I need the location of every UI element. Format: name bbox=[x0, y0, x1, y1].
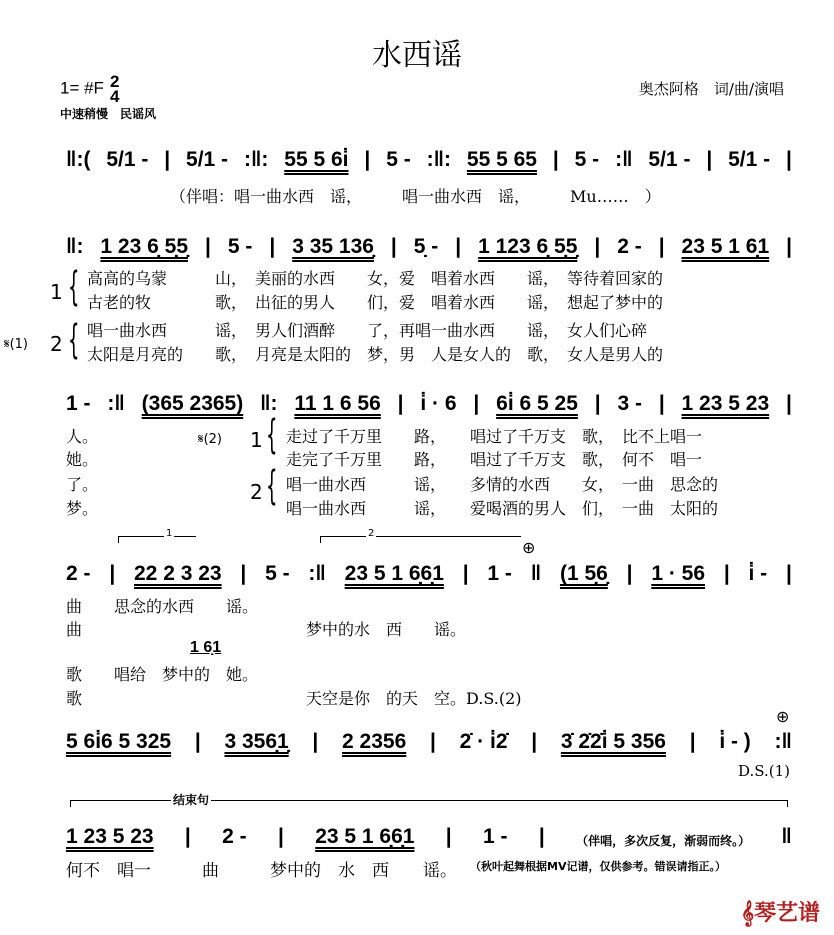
barline: | bbox=[706, 148, 713, 171]
barline: | bbox=[204, 235, 211, 258]
barline: | bbox=[658, 235, 665, 258]
segno-mark: 𝄋(1) bbox=[4, 337, 29, 352]
logo-icon: 𝄞 bbox=[740, 901, 754, 926]
measure: 55 5 6i̇ bbox=[284, 148, 349, 171]
barline: | bbox=[164, 148, 171, 171]
lyric-line: 人。 bbox=[66, 427, 99, 446]
measure: 2 - bbox=[617, 235, 642, 258]
barline: | bbox=[594, 235, 601, 258]
barline: | bbox=[689, 730, 696, 753]
lyric-line: 了。 bbox=[66, 475, 99, 494]
barline: | bbox=[430, 730, 436, 753]
lyric-line: 歌 天空是你 的天 空。D.S.(2) bbox=[66, 689, 522, 708]
barline: :‖ bbox=[615, 148, 633, 171]
barline: ‖: bbox=[260, 392, 278, 415]
measure: 1 23 5 23 bbox=[681, 392, 770, 415]
measure: 5/1 - bbox=[186, 148, 229, 171]
verse-number: 2 bbox=[250, 480, 263, 504]
key-signature bbox=[60, 74, 119, 104]
measure: 5 6i̇6 5 325 bbox=[66, 730, 172, 753]
barline: | bbox=[473, 392, 480, 415]
barline: :‖ bbox=[107, 392, 125, 415]
lyric-line: 唱一曲水西 谣， 多情的水西 女， 一曲 思念的 bbox=[286, 475, 719, 494]
barline: | bbox=[277, 825, 284, 848]
barline: :‖ bbox=[774, 730, 792, 753]
measure: 5 - bbox=[265, 562, 290, 585]
measure: 1 - bbox=[483, 825, 508, 848]
measure: 1 23 5 23 bbox=[66, 825, 154, 848]
song-title: 水西谣 bbox=[372, 38, 462, 73]
lyric-line: 曲 思念的水西 谣。 bbox=[66, 597, 259, 616]
credit: 奥杰阿格 词/曲/演唱 bbox=[638, 80, 784, 98]
verse-number: 1 bbox=[250, 428, 263, 452]
tempo-marking: 中速稍慢 民谣风 bbox=[60, 107, 157, 121]
measure: 1 23 6̣ 5̣5̣ bbox=[100, 235, 189, 258]
music-row bbox=[66, 225, 792, 259]
transcriber-note: （秋叶起舞根据MV记谱，仅供参考。错误请指正。） bbox=[470, 860, 726, 873]
barline: :‖: bbox=[426, 148, 452, 171]
lyric-line: （伴唱：唱一曲水西 谣， 唱一曲水西 谣， Mu…… ） bbox=[170, 187, 661, 206]
music-row bbox=[66, 382, 792, 416]
barline: :‖: bbox=[243, 148, 269, 171]
measure: (1 5̣6̣ bbox=[559, 562, 608, 585]
measure: 2̇ · i̇2̇ bbox=[459, 730, 508, 753]
brace: { bbox=[68, 317, 80, 363]
coda-mark: ⊕ bbox=[776, 707, 790, 726]
segno-mark: 𝄋(2) bbox=[198, 432, 223, 447]
lyric-line: 歌 唱给 梦中的 她。 bbox=[66, 665, 259, 684]
barline: | bbox=[785, 562, 792, 585]
barline: | bbox=[462, 562, 469, 585]
barline: | bbox=[312, 730, 319, 753]
measure: 23 5 1 6̣1 bbox=[681, 235, 770, 258]
lyric-line: 何不 唱一 曲 梦中的 水 西 谣。 bbox=[66, 861, 457, 881]
volta-bracket-1 bbox=[118, 528, 196, 543]
lyric-line: 唱一曲水西 谣， 男人们酒醉 了，再唱一曲水西 谣， 女人们心碎 bbox=[87, 321, 648, 340]
time-signature bbox=[110, 74, 119, 104]
lyric-line: 太阳是月亮的 歌， 月亮是太阳的 梦，男 人是女人的 歌， 女人是男人的 bbox=[87, 345, 664, 364]
key-label: 1= #F bbox=[60, 78, 104, 98]
barline: | bbox=[531, 730, 538, 753]
barline: | bbox=[723, 562, 730, 585]
barline: | bbox=[658, 392, 665, 415]
barline: ‖: bbox=[66, 235, 84, 258]
measure: 55 5 65 bbox=[466, 148, 537, 171]
volta-label: 1 bbox=[166, 528, 173, 539]
measure: 23 5 1 6̣6̣1 bbox=[315, 825, 415, 848]
brace: { bbox=[68, 264, 80, 310]
barline: | bbox=[786, 235, 792, 258]
barline: | bbox=[552, 148, 559, 171]
barline: | bbox=[390, 235, 397, 258]
barline: :‖ bbox=[308, 562, 326, 585]
barline: | bbox=[445, 825, 452, 848]
music-row bbox=[66, 815, 792, 849]
measure: 3̇ 2̇2̇i̇ 5 356 bbox=[560, 730, 666, 753]
barline: | bbox=[240, 562, 247, 585]
measure: 5/1 - bbox=[648, 148, 691, 171]
barline: | bbox=[626, 562, 633, 585]
verse-number: 2 bbox=[50, 332, 63, 356]
measure: 5̣ - bbox=[413, 235, 439, 258]
measure: 5/1 - bbox=[106, 148, 149, 171]
measure: (365 2365) bbox=[141, 392, 244, 415]
barline: | bbox=[364, 148, 371, 171]
measure: 1 - bbox=[487, 562, 512, 585]
lyric-line: 古老的牧 歌， 出征的男人 们，爱 唱着水西 谣， 想起了梦中的 bbox=[87, 293, 664, 312]
measure: 1 - bbox=[66, 392, 91, 415]
time-top: 2 bbox=[109, 72, 120, 91]
measure: 23 5 1 6̣6̣1 bbox=[344, 562, 444, 585]
barline: | bbox=[269, 235, 276, 258]
volta-label: 2 bbox=[368, 528, 375, 539]
measure: 1 123 6̣ 5̣5̣ bbox=[478, 235, 578, 258]
music-row bbox=[66, 720, 792, 754]
barline: | bbox=[786, 148, 792, 171]
measure: i̇ - bbox=[748, 562, 768, 585]
measure: （伴唱，多次反复，渐弱而终。） bbox=[576, 834, 751, 848]
alternate-notes: 1 6̣1 bbox=[190, 639, 222, 656]
lyric-line: 高高的乌蒙 山， 美丽的水西 女，爱 唱着水西 谣， 等待着回家的 bbox=[87, 269, 664, 288]
measure: 2 2356 bbox=[342, 730, 407, 753]
lyric-line: 她。 bbox=[66, 450, 99, 469]
brace: { bbox=[266, 463, 278, 509]
barline: ‖ bbox=[530, 562, 542, 585]
coda-mark: ⊕ bbox=[522, 538, 536, 557]
ending-bracket bbox=[70, 793, 788, 807]
ds-marking: D.S.(1) bbox=[737, 762, 790, 780]
measure: 2 - bbox=[222, 825, 247, 848]
barline: | bbox=[785, 392, 792, 415]
measure: i̇ · 6 bbox=[420, 392, 457, 415]
site-logo bbox=[741, 896, 820, 927]
measure: 1 · 56 bbox=[651, 562, 706, 585]
measure: 11 1 6 56 bbox=[294, 392, 381, 415]
measure: 22 2 3 23 bbox=[134, 562, 222, 585]
lyric-line: 曲 梦中的水 西 谣。 bbox=[66, 620, 467, 639]
barline: | bbox=[538, 825, 545, 848]
volta-bracket-2 bbox=[320, 528, 521, 543]
barline: ‖ bbox=[781, 825, 792, 848]
music-row bbox=[66, 552, 792, 586]
barline: | bbox=[109, 562, 116, 585]
measure: 5 - bbox=[227, 235, 253, 258]
barline: ‖:( bbox=[66, 148, 91, 171]
measure: 6i̇ 6 5 25 bbox=[496, 392, 578, 415]
measure: 3 - bbox=[617, 392, 642, 415]
barline: | bbox=[184, 825, 191, 848]
logo-text: 琴艺谱 bbox=[753, 901, 820, 926]
brace: { bbox=[266, 412, 278, 458]
lyric-line: 梦。 bbox=[66, 499, 99, 518]
measure: i̇ - ) bbox=[719, 730, 751, 753]
barline: | bbox=[594, 392, 601, 415]
barline: | bbox=[194, 730, 201, 753]
measure: 5 - bbox=[386, 148, 411, 171]
measure: 2 - bbox=[66, 562, 91, 585]
measure: 3 35 136̣ bbox=[292, 235, 374, 258]
lyric-line: 走完了千万里 路， 唱过了千万支 歌， 何不 唱一 bbox=[286, 450, 703, 469]
verse-number: 1 bbox=[50, 280, 63, 304]
barline: | bbox=[455, 235, 462, 258]
measure: 3 356̣1̣ bbox=[224, 730, 289, 753]
time-bottom: 4 bbox=[109, 87, 120, 106]
measure: 5/1 - bbox=[728, 148, 771, 171]
ending-label: 结束句 bbox=[173, 793, 210, 807]
measure: 5 - bbox=[574, 148, 600, 171]
barline: | bbox=[397, 392, 404, 415]
music-row bbox=[66, 138, 792, 172]
lyric-line: 唱一曲水西 谣， 爱喝酒的男人 们， 一曲 太阳的 bbox=[286, 499, 719, 518]
lyric-line: 走过了千万里 路， 唱过了千万支 歌， 比不上唱一 bbox=[286, 427, 703, 446]
